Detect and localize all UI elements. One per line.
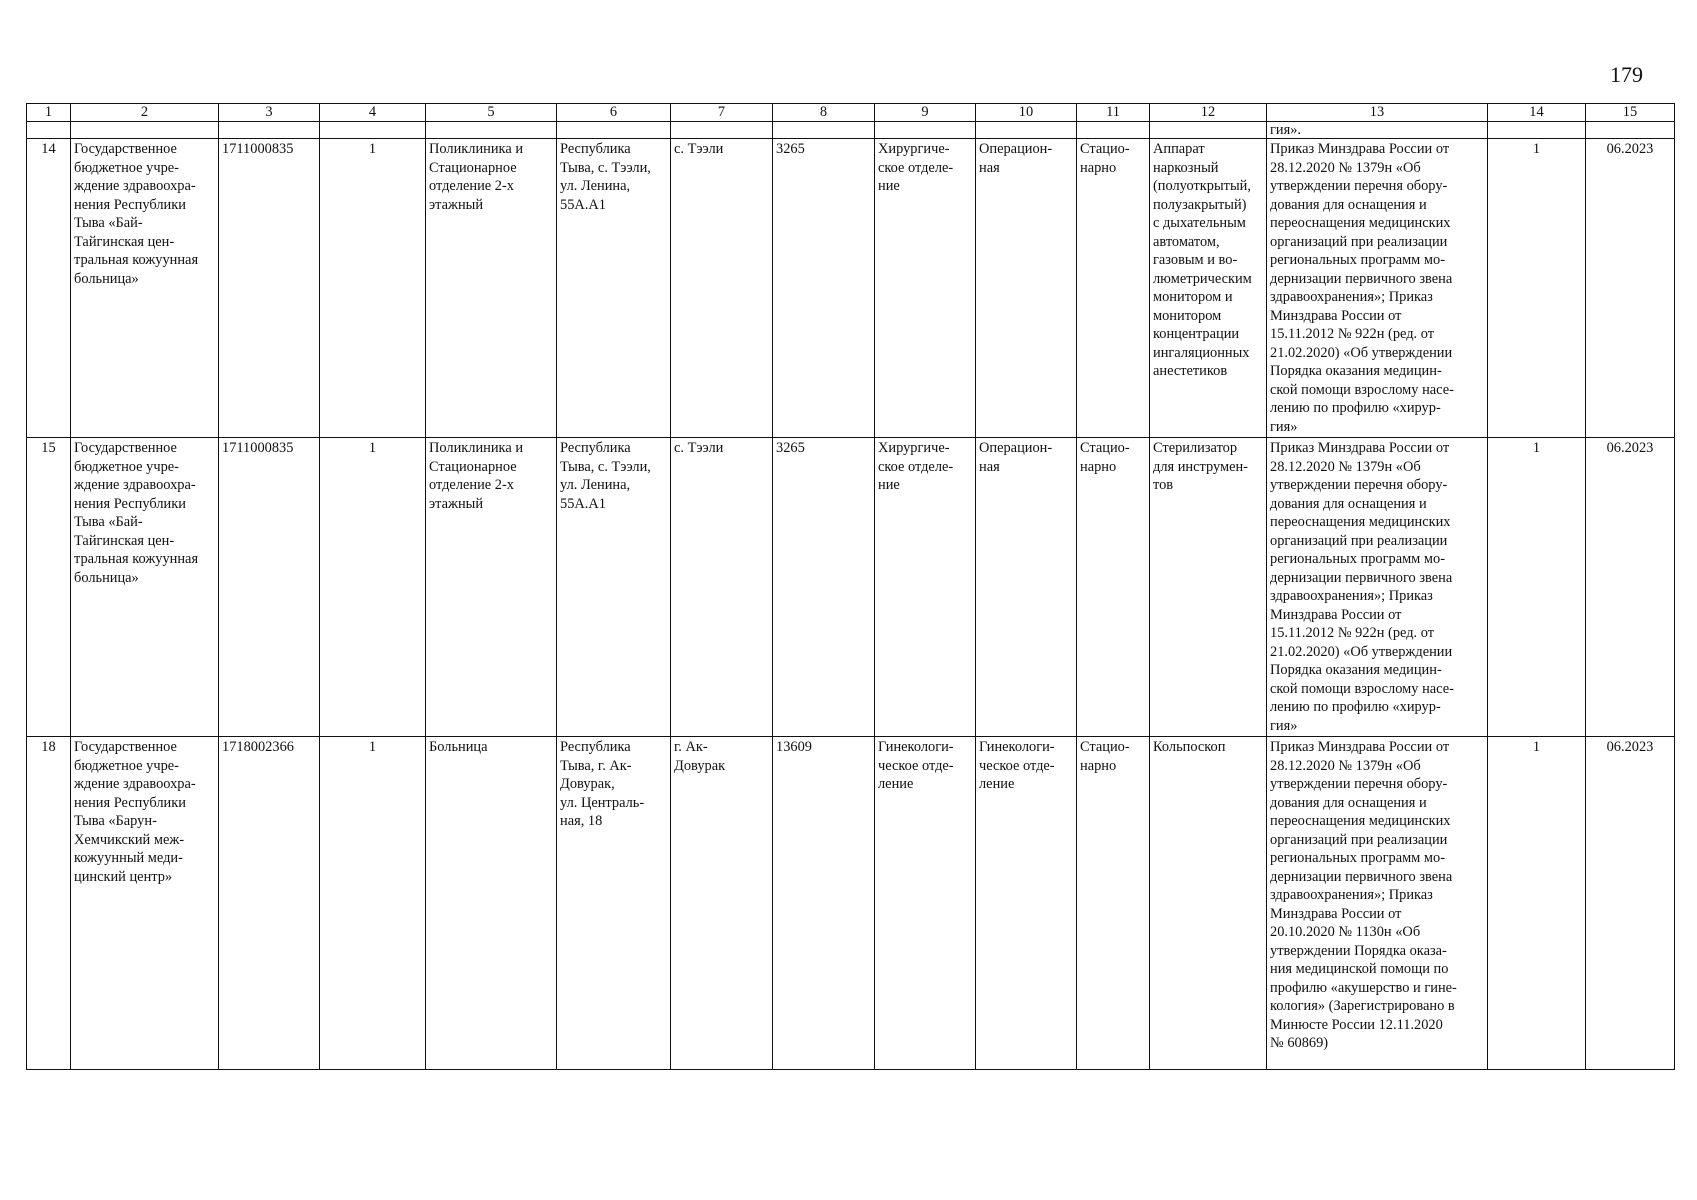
basis-cell: Приказ Минздрава России от 28.12.2020 № 1379н «Об утверждении перечня обору- дования для оснащения и переоснащения медицинских организаций при реализации региональных программ мо- дернизации первичного звена здравоохранения»; Приказ Минздрава России от 20.10.2020 № 1130н «Об утверждении Порядка оказа- ния медицинской помощи по профилю «акушерство и гине- кология» (Зарегистрировано в Минюсте России 12.11.2020 № 60869) <box>1267 737 1488 1070</box>
column-number: 11 <box>1077 104 1150 122</box>
inn-cell: 1711000835 <box>219 139 320 438</box>
mode-cell: Стацио- нарно <box>1077 737 1150 1070</box>
column-number-row <box>27 104 1675 122</box>
address-cell: Республика Тыва, с. Тээли, ул. Ленина, 55А.А1 <box>557 438 671 737</box>
address-cell: Республика Тыва, с. Тээли, ул. Ленина, 55А.А1 <box>557 139 671 438</box>
column-number: 3 <box>219 104 320 122</box>
column-number: 5 <box>426 104 557 122</box>
quantity-cell: 1 <box>1488 438 1586 737</box>
column-number: 2 <box>71 104 219 122</box>
column-number: 10 <box>976 104 1077 122</box>
inn-cell: 1718002366 <box>219 737 320 1070</box>
population-cell: 3265 <box>773 438 875 737</box>
column-number: 6 <box>557 104 671 122</box>
room-cell: Операцион- ная <box>976 438 1077 737</box>
column-number: 15 <box>1586 104 1675 122</box>
col4-cell: 1 <box>320 438 426 737</box>
col4-cell: 1 <box>320 737 426 1070</box>
mode-cell: Стацио- нарно <box>1077 438 1150 737</box>
department-cell: Гинекологи- ческое отде- ление <box>875 737 976 1070</box>
date-cell: 06.2023 <box>1586 737 1675 1070</box>
continuation-row <box>27 122 1675 139</box>
department-cell: Хирургиче- ское отделе- ние <box>875 139 976 438</box>
row-number: 18 <box>27 737 71 1070</box>
equipment-cell: Кольпоскоп <box>1150 737 1267 1070</box>
inn-cell: 1711000835 <box>219 438 320 737</box>
table-row <box>27 139 1675 438</box>
column-number: 7 <box>671 104 773 122</box>
row-number: 14 <box>27 139 71 438</box>
basis-cell: Приказ Минздрава России от 28.12.2020 № 1379н «Об утверждении перечня обору- дования для оснащения и переоснащения медицинских организаций при реализации региональных программ мо- дернизации первичного звена здравоохранения»; Приказ Минздрава России от 15.11.2012 № 922н (ред. от 21.02.2020) «Об утверждении Порядка оказания медицин- ской помощи взрослому насе- лению по профилю «хирур- гия» <box>1267 438 1488 737</box>
table-row <box>27 737 1675 1070</box>
department-cell: Хирургиче- ское отделе- ние <box>875 438 976 737</box>
page-number: 179 <box>1610 62 1643 87</box>
organization-cell: Государственное бюджетное учре- ждение здравоохра- нения Республики Тыва «Барун- Хемчикский меж- кожуунный меди- цинский центр» <box>71 737 219 1070</box>
building-cell: Больница <box>426 737 557 1070</box>
quantity-cell: 1 <box>1488 139 1586 438</box>
building-cell: Поликлиника и Стационарное отделение 2-х этажный <box>426 438 557 737</box>
column-number: 12 <box>1150 104 1267 122</box>
mode-cell: Стацио- нарно <box>1077 139 1150 438</box>
building-cell: Поликлиника и Стационарное отделение 2-х этажный <box>426 139 557 438</box>
column-number: 1 <box>27 104 71 122</box>
column-number: 9 <box>875 104 976 122</box>
column-number: 13 <box>1267 104 1488 122</box>
column-number: 8 <box>773 104 875 122</box>
date-cell: 06.2023 <box>1586 139 1675 438</box>
equipment-cell: Аппарат наркозный (полуоткрытый, полузакрытый) с дыхательным автоматом, газовым и во- люметрическим монитором и монитором концентрации ингаляционных анестетиков <box>1150 139 1267 438</box>
organization-cell: Государственное бюджетное учре- ждение здравоохра- нения Республики Тыва «Бай- Тайгинская цен- тральная кожуунная больница» <box>71 438 219 737</box>
room-cell: Гинекологи- ческое отде- ление <box>976 737 1077 1070</box>
address-cell: Республика Тыва, г. Ак- Довурак, ул. Централь- ная, 18 <box>557 737 671 1070</box>
population-cell: 3265 <box>773 139 875 438</box>
basis-cell: Приказ Минздрава России от 28.12.2020 № 1379н «Об утверждении перечня обору- дования для оснащения и переоснащения медицинских организаций при реализации региональных программ мо- дернизации первичного звена здравоохранения»; Приказ Минздрава России от 15.11.2012 № 922н (ред. от 21.02.2020) «Об утверждении Порядка оказания медицин- ской помощи взрослому насе- лению по профилю «хирур- гия» <box>1267 139 1488 438</box>
population-cell: 13609 <box>773 737 875 1070</box>
table-row <box>27 438 1675 737</box>
continuation-text: гия». <box>1267 122 1488 139</box>
settlement-cell: с. Тээли <box>671 139 773 438</box>
date-cell: 06.2023 <box>1586 438 1675 737</box>
settlement-cell: г. Ак- Довурак <box>671 737 773 1070</box>
settlement-cell: с. Тээли <box>671 438 773 737</box>
row-number: 15 <box>27 438 71 737</box>
organization-cell: Государственное бюджетное учре- ждение здравоохра- нения Республики Тыва «Бай- Тайгинская цен- тральная кожуунная больница» <box>71 139 219 438</box>
quantity-cell: 1 <box>1488 737 1586 1070</box>
equipment-table <box>26 103 1675 1070</box>
equipment-cell: Стерилизатор для инструмен- тов <box>1150 438 1267 737</box>
column-number: 4 <box>320 104 426 122</box>
column-number: 14 <box>1488 104 1586 122</box>
room-cell: Операцион- ная <box>976 139 1077 438</box>
col4-cell: 1 <box>320 139 426 438</box>
